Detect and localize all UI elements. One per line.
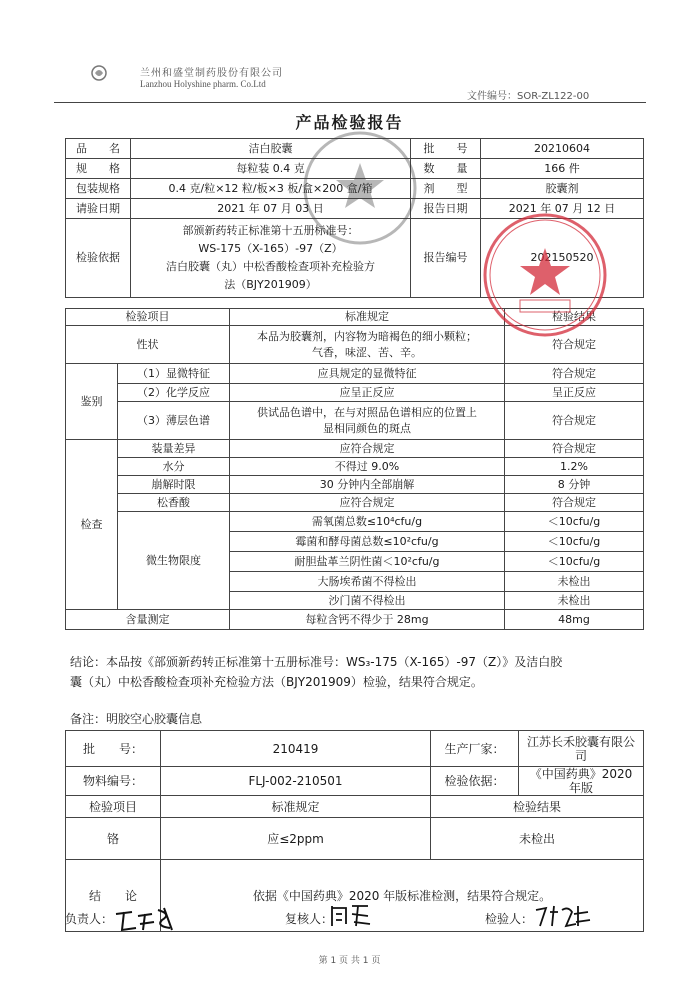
assay-result: 48mg	[505, 610, 644, 630]
form-label: 剂 型	[411, 179, 481, 199]
micro-5-standard: 沙门菌不得检出	[230, 592, 505, 610]
rosin-standard: 应符合规定	[230, 494, 505, 512]
identification-label: 鉴别	[66, 364, 118, 440]
basis-label: 检验依据	[66, 219, 131, 298]
capsule-basis-value: 《中国药典》2020 年版	[519, 767, 644, 796]
company-logo-icon	[90, 64, 108, 82]
ident-3-label: （3）薄层色谱	[118, 402, 230, 440]
basis-line-4: 法（BJY201909）	[224, 278, 317, 291]
inspector-signature	[532, 900, 592, 930]
conclusion-line-1: 结论：本品按《部颁新药转正标准第十五册标准号：WS₃-175（X-165）-97（Z）》及洁白胶	[70, 655, 563, 669]
appearance-label: 性状	[66, 326, 230, 364]
capsule-code-label: 物料编号：	[66, 767, 161, 796]
conclusion-line-2: 囊（丸）中松香酸检查项补充检验方法（BJY201909）检验，结果符合规定。	[70, 675, 483, 689]
ident-1-result: 符合规定	[505, 364, 644, 384]
header-divider	[54, 102, 646, 103]
report-no-label: 报告编号	[411, 219, 481, 298]
micro-2-standard: 霉菌和酵母菌总数≤10²cfu/g	[230, 532, 505, 552]
ident-2-standard: 应呈正反应	[230, 384, 505, 402]
capsule-maker-value: 江苏长禾胶囊有限公司	[519, 731, 644, 767]
owner-signature	[112, 900, 182, 936]
microbial-label: 微生物限度	[118, 512, 230, 610]
capsule-code-value: FLJ-002-210501	[161, 767, 431, 796]
ident-3-std-line-1: 供试品色谱中，在与对照品色谱相应的位置上	[257, 405, 477, 419]
qc-inspection-stamp-icon	[480, 210, 610, 340]
table-row	[66, 610, 644, 630]
company-name-en: Lanzhou Holyshine pharm. Co.Ltd	[140, 79, 266, 89]
col-header-standard: 标准规定	[230, 309, 505, 326]
ident-2-label: （2）化学反应	[118, 384, 230, 402]
table-row	[66, 494, 644, 512]
report-no-value: 202150520	[481, 219, 644, 298]
capsule-maker-label: 生产厂家：	[431, 731, 519, 767]
table-row	[66, 476, 644, 494]
page-number: 第 1 页 共 1 页	[318, 956, 381, 966]
req-date-value: 2021 年 07 月 03 日	[131, 199, 411, 219]
company-stamp-icon	[300, 128, 420, 248]
capsule-note: 备注：明胶空心胶囊信息	[70, 712, 203, 726]
micro-4-standard: 大肠埃希菌不得检出	[230, 572, 505, 592]
table-row	[66, 458, 644, 476]
table-row	[66, 440, 644, 458]
col-header-item: 检验项目	[66, 309, 230, 326]
assay-standard: 每粒含钙不得少于 28mg	[230, 610, 505, 630]
capsule-batch-value: 210419	[161, 731, 431, 767]
report-date-value: 2021 年 07 月 12 日	[481, 199, 644, 219]
fill-standard: 应符合规定	[230, 440, 505, 458]
pack-value: 0.4 克/粒×12 粒/板×3 板/盒×200 盒/箱	[131, 179, 411, 199]
col-header-result: 检验结果	[505, 309, 644, 326]
table-row	[66, 512, 644, 532]
table-row	[66, 364, 644, 384]
table-row	[66, 818, 644, 860]
ident-1-standard: 应具规定的显微特征	[230, 364, 505, 384]
appearance-result: 符合规定	[505, 326, 644, 364]
micro-3-result: ＜10cfu/g	[505, 552, 644, 572]
capsule-result-header: 检验结果	[431, 796, 644, 818]
micro-3-standard: 耐胆盐革兰阴性菌＜10²cfu/g	[230, 552, 505, 572]
inspector-label: 检验人：	[485, 912, 534, 926]
company-name-cn: 兰州和盛堂制药股份有限公司	[140, 68, 283, 79]
reviewer-label: 复核人：	[285, 912, 334, 926]
ident-3-result: 符合规定	[505, 402, 644, 440]
check-label: 检查	[66, 440, 118, 610]
chromium-label: 铬	[66, 818, 161, 860]
fill-result: 符合规定	[505, 440, 644, 458]
micro-4-result: 未检出	[505, 572, 644, 592]
water-result: 1.2%	[505, 458, 644, 476]
rosin-result: 符合规定	[505, 494, 644, 512]
req-date-label: 请验日期	[66, 199, 131, 219]
table-row	[66, 767, 644, 796]
spec-label: 规 格	[66, 159, 131, 179]
batch-label: 批 号	[411, 139, 481, 159]
disintegration-standard: 30 分钟内全部崩解	[230, 476, 505, 494]
table-row	[66, 384, 644, 402]
table-row	[66, 402, 644, 440]
micro-1-standard: 需氧菌总数≤10⁴cfu/g	[230, 512, 505, 532]
qty-value: 166 件	[481, 159, 644, 179]
basis-line-3: 洁白胶囊（丸）中松香酸检查项补充检验方	[166, 260, 375, 273]
appearance-standard	[230, 326, 505, 364]
capsule-basis-label: 检验依据：	[431, 767, 519, 796]
document-number: 文件编号：SOR-ZL122-00	[467, 91, 590, 102]
disintegration-result: 8 分钟	[505, 476, 644, 494]
page-title: 产品检验报告	[295, 113, 404, 132]
assay-label: 含量测定	[66, 610, 230, 630]
ident-3-std-line-2: 显相同颜色的斑点	[323, 421, 411, 435]
water-standard: 不得过 9.0%	[230, 458, 505, 476]
reviewer-signature	[328, 900, 373, 930]
pack-label: 包装规格	[66, 179, 131, 199]
appearance-std-line-2: 气香，味涩、苦、辛。	[312, 345, 422, 359]
micro-1-result: ＜10cfu/g	[505, 512, 644, 532]
fill-label: 装量差异	[118, 440, 230, 458]
basis-line-2: WS-175（X-165）-97（Z）	[198, 242, 343, 255]
report-date-label: 报告日期	[411, 199, 481, 219]
batch-value: 20210604	[481, 139, 644, 159]
table-row	[66, 796, 644, 818]
micro-2-result: ＜10cfu/g	[505, 532, 644, 552]
micro-5-result: 未检出	[505, 592, 644, 610]
rosin-label: 松香酸	[118, 494, 230, 512]
conclusion	[70, 652, 640, 692]
capsule-item-header: 检验项目	[66, 796, 161, 818]
capsule-std-header: 标准规定	[161, 796, 431, 818]
product-label: 品 名	[66, 139, 131, 159]
spec-value: 每粒装 0.4 克	[131, 159, 411, 179]
water-label: 水分	[118, 458, 230, 476]
capsule-conclusion-label: 结 论	[66, 860, 161, 932]
capsule-batch-label: 批 号：	[66, 731, 161, 767]
product-value: 洁白胶囊	[131, 139, 411, 159]
ident-1-label: （1）显微特征	[118, 364, 230, 384]
appearance-std-line-1: 本品为胶囊剂，内容物为暗褐色的细小颗粒；	[257, 329, 477, 343]
qty-label: 数 量	[411, 159, 481, 179]
ident-3-standard	[230, 402, 505, 440]
owner-label: 负责人：	[65, 912, 114, 926]
capsule-conclusion-value: 依据《中国药典》2020 年版标准检测，结果符合规定。	[161, 860, 644, 932]
form-value: 胶囊剂	[481, 179, 644, 199]
basis-line-1: 部颁新药转正标准第十五册标准号：	[182, 224, 359, 237]
ident-2-result: 呈正反应	[505, 384, 644, 402]
chromium-result: 未检出	[431, 818, 644, 860]
chromium-standard: 应≤2ppm	[161, 818, 431, 860]
disintegration-label: 崩解时限	[118, 476, 230, 494]
test-results-table	[65, 308, 644, 630]
table-row	[66, 731, 644, 767]
